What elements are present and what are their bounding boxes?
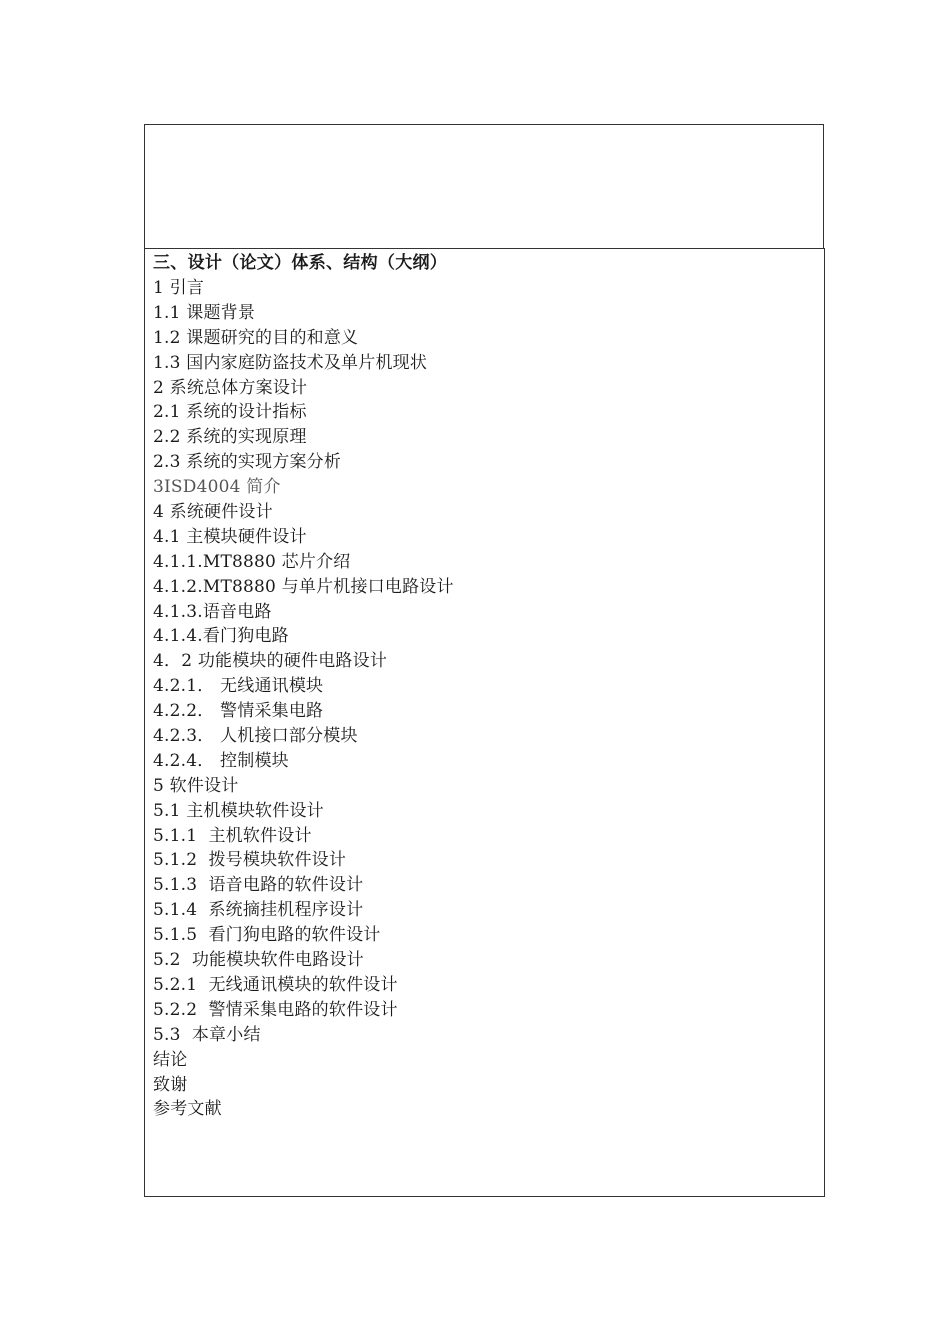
outline-item: 5.1.4 系统摘挂机程序设计 — [153, 900, 364, 921]
outline-item: 4.1 主模块硬件设计 — [153, 526, 307, 547]
outline-list — [153, 276, 824, 1122]
outline-item: 4.2.4． 控制模块 — [153, 750, 289, 771]
upper-table-cell — [144, 124, 824, 249]
outline-item: 4.2.2． 警情采集电路 — [153, 701, 324, 722]
outline-item: 5.1.2 拨号模块软件设计 — [153, 850, 347, 871]
outline-item: 2.3 系统的实现方案分析 — [153, 452, 342, 473]
outline-item: 参考文献 — [153, 1099, 222, 1120]
outline-item: 3ISD4004 简介 — [153, 477, 281, 498]
outline-item: 4．2 功能模块的硬件电路设计 — [153, 651, 388, 672]
outline-item: 1.3 国内家庭防盗技术及单片机现状 — [153, 352, 428, 373]
outline-item: 4.2.3． 人机接口部分模块 — [153, 726, 358, 747]
outline-item: 1.1 课题背景 — [153, 302, 256, 323]
outline-table-cell — [144, 248, 825, 1197]
outline-item: 结论 — [153, 1049, 188, 1070]
outline-item: 5.1.5 看门狗电路的软件设计 — [153, 925, 381, 946]
outline-item: 4 系统硬件设计 — [153, 502, 273, 523]
outline-item: 5.1.1 主机软件设计 — [153, 825, 312, 846]
outline-item: 4.1.2.MT8880 与单片机接口电路设计 — [153, 576, 454, 597]
outline-item: 4.1.3.语音电路 — [153, 601, 272, 622]
outline-item: 5.2.2 警情采集电路的软件设计 — [153, 999, 398, 1020]
outline-item: 5.2 功能模块软件电路设计 — [153, 950, 364, 971]
outline-item: 致谢 — [153, 1074, 188, 1095]
outline-item: 2.1 系统的设计指标 — [153, 402, 307, 423]
outline-item: 5.3 本章小结 — [153, 1024, 261, 1045]
outline-item: 1.2 课题研究的目的和意义 — [153, 327, 359, 348]
outline-item: 1 引言 — [153, 278, 205, 298]
outline-item: 2.2 系统的实现原理 — [153, 427, 307, 448]
outline-item: 4.2.1． 无线通讯模块 — [153, 676, 324, 697]
outline-item: 2 系统总体方案设计 — [153, 377, 308, 398]
outline-item: 5.1 主机模块软件设计 — [153, 800, 324, 821]
outline-item: 5.2.1 无线通讯模块的软件设计 — [153, 974, 398, 995]
outline-item: 4.1.1.MT8880 芯片介绍 — [153, 551, 351, 572]
outline-item: 5.1.3 语音电路的软件设计 — [153, 875, 364, 896]
section-heading: 三、设计（论文）体系、结构（大纲） — [153, 253, 448, 273]
outline-item: 4.1.4.看门狗电路 — [153, 626, 289, 647]
outline-item: 5 软件设计 — [153, 775, 239, 796]
